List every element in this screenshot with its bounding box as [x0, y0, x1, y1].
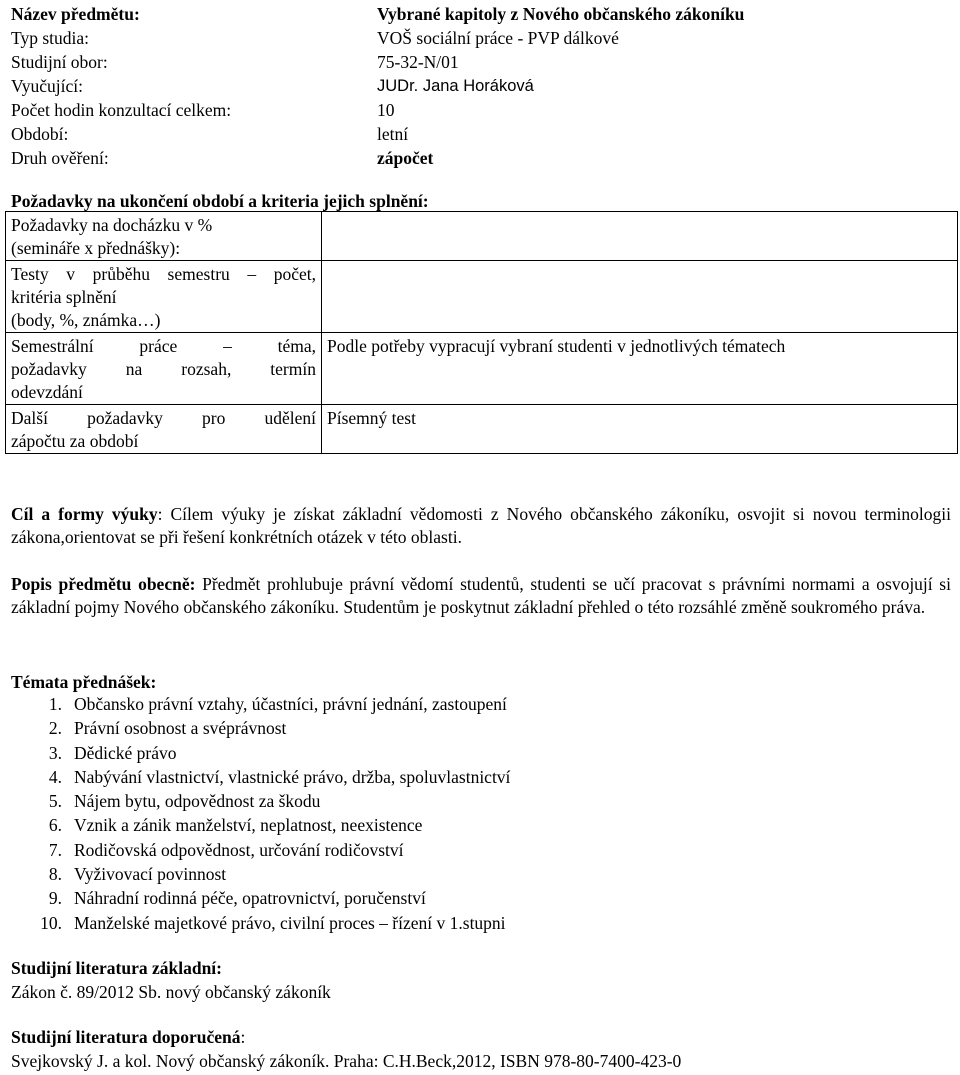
requirement-label: [6, 261, 322, 333]
list-item: [11, 911, 510, 935]
item-text: Náhradní rodinná péče, opatrovnictví, poručenství: [74, 888, 426, 909]
item-number: 6.: [48, 815, 62, 836]
item-text: Rodičovská odpovědnost, určování rodičovství: [74, 839, 404, 860]
info-row-course-name: [11, 2, 911, 26]
info-row-study-field: [11, 50, 911, 74]
requirement-value: [322, 261, 958, 333]
recommended-literature-label: Studijní literatura doporučená: [11, 1027, 241, 1047]
info-row-period: [11, 122, 911, 146]
label-line: zápočtu za období: [11, 431, 139, 451]
item-number: 7.: [48, 839, 62, 860]
info-label: Období:: [11, 124, 69, 144]
info-value: Vybrané kapitoly z Nového občanského zákoníku: [377, 4, 745, 24]
item-number: 10.: [40, 912, 62, 933]
item-text: Vznik a zánik manželství, neplatnost, neexistence: [74, 815, 423, 836]
list-item: [11, 741, 510, 765]
goal-paragraph: [11, 503, 951, 549]
description-text: Předmět prohlubuje právní vědomí studentů, studenti se učí pracovat s právními normami a osvojují si základní pojmy Nového občanského zákoníku. Studentům je poskytnut základní přehled o této rozsáhlé změně soukromého práva.: [11, 574, 951, 617]
basic-literature-text: Zákon č. 89/2012 Sb. nový občanský zákoník: [11, 982, 331, 1002]
info-value: 10: [377, 100, 395, 120]
item-text: Dědické právo: [74, 742, 177, 763]
info-label: Vyučující:: [11, 76, 83, 96]
info-value: 75-32-N/01: [377, 52, 459, 72]
topics-title: Témata přednášek:: [11, 672, 157, 692]
item-number: 4.: [48, 766, 62, 787]
info-value: letní: [377, 124, 409, 144]
item-text: Nájem bytu, odpovědnost za škodu: [74, 791, 321, 812]
table-row: [6, 405, 958, 454]
requirements-title: Požadavky na ukončení období a kriteria jejich splnění:: [11, 191, 429, 211]
info-value: VOŠ sociální práce - PVP dálkové: [377, 28, 619, 48]
requirements-table: [5, 211, 958, 454]
requirement-label: [6, 333, 322, 405]
list-item: [11, 789, 510, 813]
table-row: [6, 212, 958, 261]
requirement-value: Podle potřeby vypracují vybraní studenti v jednotlivých tématech: [322, 333, 958, 405]
course-info-header: [11, 2, 911, 170]
label-line: Požadavky na docházku v %: [11, 215, 213, 235]
table-row: [6, 333, 958, 405]
list-item: [11, 692, 510, 716]
label-line: Semestrální práce – téma,: [11, 336, 316, 356]
recommended-literature-text: Svejkovský J. a kol. Nový občanský zákoník. Praha: C.H.Beck,2012, ISBN 978-80-7400-423-0: [11, 1051, 682, 1071]
requirement-label: [6, 212, 322, 261]
basic-literature-title: Studijní literatura základní:: [11, 958, 222, 978]
label-line: (body, %, známka…): [11, 310, 161, 330]
info-label: Studijní obor:: [11, 52, 108, 72]
description-label: Popis předmětu obecně:: [11, 574, 196, 594]
list-item: [11, 716, 510, 740]
item-text: Právní osobnost a svéprávnost: [74, 718, 287, 739]
info-label: Název předmětu:: [11, 4, 140, 24]
recommended-literature-colon: :: [240, 1027, 246, 1047]
item-text: Vyživovací povinnost: [74, 864, 227, 885]
list-item: [11, 862, 510, 886]
info-row-verification: [11, 146, 911, 170]
info-label: Druh ověření:: [11, 148, 109, 168]
list-item: [11, 838, 510, 862]
info-label: Počet hodin konzultací celkem:: [11, 100, 232, 120]
description-paragraph: [11, 573, 951, 619]
label-line: kritéria splnění: [11, 287, 117, 307]
requirement-value: Písemný test: [322, 405, 958, 454]
item-number: 9.: [48, 888, 62, 909]
label-line: (semináře x přednášky):: [11, 238, 181, 258]
item-number: 3.: [48, 742, 62, 763]
info-value: zápočet: [377, 148, 434, 168]
list-item: [11, 813, 510, 837]
info-row-teacher: [11, 74, 911, 98]
label-line: Další požadavky pro udělení: [11, 408, 316, 428]
table-row: [6, 261, 958, 333]
recommended-literature-title: [11, 1025, 245, 1049]
list-item: [11, 886, 510, 910]
info-label: Typ studia:: [11, 28, 90, 48]
label-line: odevzdání: [11, 382, 83, 402]
item-text: Manželské majetkové právo, civilní proces – řízení v 1.stupni: [74, 912, 506, 933]
item-text: Nabývání vlastnictví, vlastnické právo, držba, spoluvlastnictví: [74, 766, 511, 787]
item-number: 5.: [48, 791, 62, 812]
goal-text: : Cílem výuky je získat základní vědomosti z Nového občanského zákoníku, osvojit si novou terminologii zákona,orientovat se při řešení konkrétních otázek v této oblasti.: [11, 504, 952, 547]
info-value: JUDr. Jana Horáková: [377, 77, 534, 95]
info-row-hours: [11, 98, 911, 122]
requirement-value: [322, 212, 958, 261]
requirement-label: [6, 405, 322, 454]
item-text: Občansko právní vztahy, účastníci, právní jednání, zastoupení: [74, 694, 507, 714]
info-row-study-type: [11, 26, 911, 50]
item-number: 8.: [48, 864, 62, 885]
label-line: požadavky na rozsah, termín: [11, 359, 316, 379]
topics-list: [11, 692, 510, 935]
item-number: 1.: [48, 694, 62, 714]
goal-label: Cíl a formy výuky: [11, 504, 158, 524]
item-number: 2.: [48, 718, 62, 739]
list-item: [11, 765, 510, 789]
label-line: Testy v průběhu semestru – počet,: [11, 264, 316, 284]
